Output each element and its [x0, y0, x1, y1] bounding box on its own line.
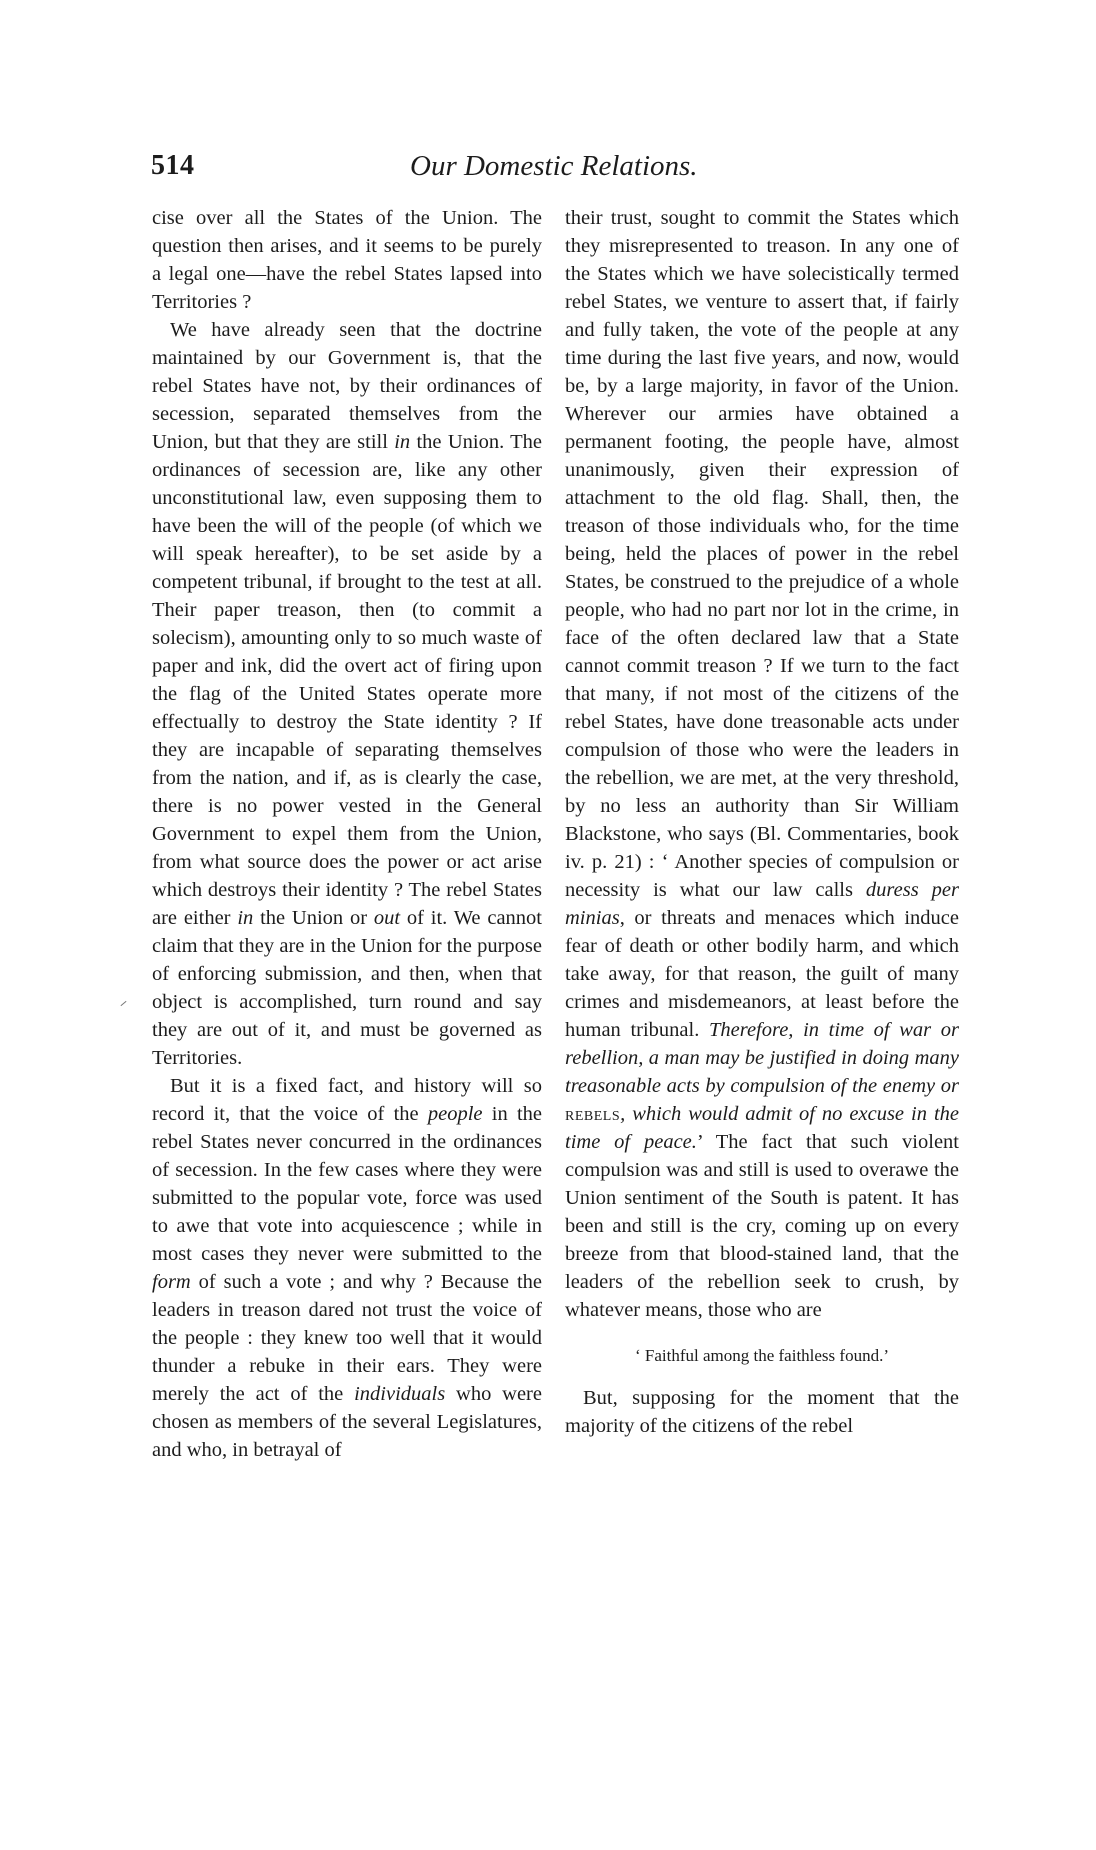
left-column — [152, 204, 542, 1464]
verse-quote: ‘ Faithful among the faithless found.’ — [634, 1346, 889, 1365]
text: of it. We cannot claim that they are in the Union for the purpose of enforcing submission, and then, when that object is accomplished, turn round and say they are out of it, and must be governed as Territories. — [152, 907, 542, 1069]
italic-text: in — [394, 431, 411, 453]
page-number: 514 — [151, 150, 195, 181]
stray-ink-mark — [120, 1001, 126, 1006]
paragraph: But, supposing for the moment that the majority of the citizens of the rebel — [565, 1387, 959, 1437]
text: their trust, sought to commit the States which they misrepresented to treason. In any one of the States which we have solecistically termed rebel States, we venture to assert that, if fairly and fully taken, the vote of the people at any time during the last five years, and now, would be, by a large majority, in favor of the Union. Wherever our armies have obtained a permanent footing, the people have, almost unanimously, given their expression of attachment to the old flag. Shall, then, the treason of those individuals who, for the time being, held the places of power in the rebel States, be construed to the prejudice of a whole people, who had no part nor lot in the crime, in face of the often declared law that a State cannot commit treason ? If we turn to the fact that many, if not most of the citizens of the rebel States, have done treasonable acts under compulsion of those who were the leaders in the rebellion, we are met, at the very threshold, by no less an authority than Sir William Blackstone, who says (Bl. Commentaries, book iv. p. 21) : ‘ Another species of compulsion or necessity is what our law calls — [565, 207, 959, 901]
italic-text: in — [237, 907, 254, 929]
paragraph — [152, 316, 542, 1072]
italic-text: duress per minias — [565, 879, 959, 929]
paragraph — [152, 1072, 542, 1464]
text: , or threats and menaces which induce fear of death or other bodily harm, and which take away, for that reason, the guilt of many crimes and misdemeanors, at least before the human tribunal. — [565, 907, 959, 1041]
text: of such a vote ; and why ? Because the leaders in treason dared not trust the voice of the people : they knew too well that it would thunder a rebuke in their ears. They were merely the act of the — [152, 1271, 542, 1405]
text: We have already seen that the doctrine maintained by our Government is, that the rebel States have not, by their ordinances of secession, separated themselves from the Union, but that they are still — [152, 319, 542, 453]
italic-text: individuals — [354, 1383, 446, 1405]
paragraph — [565, 204, 959, 1324]
running-title: Our Domestic Relations. — [410, 150, 698, 182]
italic-text: people — [427, 1103, 483, 1125]
text: in the rebel States never concurred in the ordinances of secession. In the few cases where they were submitted to the popular vote, force was used to awe that vote into acquiescence ; while in most cases they never were submitted to the — [152, 1103, 542, 1265]
text: But it is a fixed fact, and history will so record it, that the voice of the — [152, 1075, 542, 1125]
italic-text: out — [373, 907, 401, 929]
italic-quote: , which would admit of no excuse in the time of peace. — [565, 1103, 959, 1153]
text: the Union. The ordinances of secession are, like any other unconstitutional law, even supposing them to have been the will of the people (of which we will speak hereafter), to be set aside by a competent tribunal, if brought to the test at all. Their paper treason, then (to commit a solecism), amounting only to so much waste of paper and ink, did the overt act of firing upon the flag of the United States operate more effectually to destroy the State identity ? If they are incapable of separating themselves from the nation, and if, as is clearly the case, there is no power vested in the General Government to expel them from the Union, from what source does the power or act arise which destroys their identity ? The rebel States are either — [152, 431, 543, 929]
text: who were chosen as members of the several Legislatures, and who, in betrayal of — [152, 1383, 542, 1461]
text: the Union or — [253, 907, 374, 929]
italic-text: form — [152, 1271, 191, 1293]
paragraph: cise over all the States of the Union. The question then arises, and it seems to be purely a legal one—have the rebel States lapsed into Territories ? — [152, 207, 542, 313]
right-column — [565, 204, 959, 1440]
italic-quote: Therefore, in time of war or rebellion, a man may be justified in doing many treasonable acts by compulsion of the enemy or — [565, 1019, 959, 1097]
small-caps-text: rebels — [565, 1103, 621, 1125]
text: ’ The fact that such violent compulsion was and still is used to overawe the Union sentiment of the South is patent. It has been and still is the cry, coming up on every breeze from that blood-stained land, that the leaders of the rebellion seek to crush, by whatever means, those who are — [565, 1131, 959, 1321]
